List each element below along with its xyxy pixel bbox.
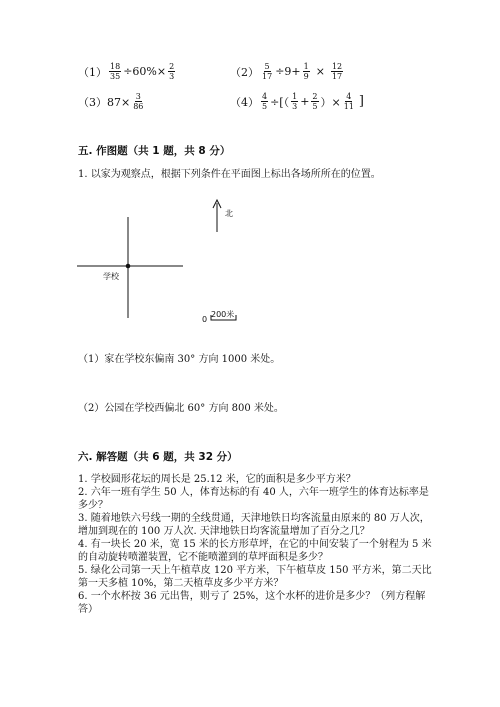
fraction: $\frac{2}{5}$: [312, 92, 318, 111]
fraction: $\frac{3}{86}$: [133, 92, 144, 111]
school-point: [126, 264, 131, 269]
condition-2: （2）公园在学校西偏北 60° 方向 800 米处。: [78, 403, 284, 414]
operator: ÷60%×: [123, 65, 167, 78]
problem-line: 4. 有一块长 20 米，宽 15 米的长方形草坪，在它的中间安装了一个射程为 5 米: [78, 539, 432, 550]
operator: ]: [358, 94, 364, 109]
problem-label: （4）: [230, 95, 259, 109]
fraction: $\frac{1}{3}$: [292, 92, 298, 111]
problem-line: 6. 一个水杯按 36 元出售，则亏了 25%，这个水杯的进价是多少？（列方程解: [78, 591, 426, 602]
north-label: 北: [225, 209, 233, 218]
scale-value: 200米: [211, 310, 235, 319]
fraction: $\frac{1}{9}$: [303, 62, 309, 81]
problem-intro: 1. 以家为观察点，根据下列条件在平面图上标出各场所所在的位置。: [78, 169, 381, 180]
problem-line: 的自动旋转喷灌装置，它不能喷灌到的草坪面积是多少？: [78, 552, 328, 563]
fraction: $\frac{4}{5}$: [262, 92, 268, 111]
fraction: $\frac{2}{3}$: [169, 62, 175, 81]
problem-line: 答）: [78, 604, 98, 615]
school-label: 学校: [103, 272, 119, 281]
operator: +: [300, 95, 310, 108]
operator: ÷[（: [270, 95, 290, 109]
section-title: 五. 作图题（共 1 题，共 8 分）: [78, 145, 231, 157]
scale-zero: 0: [202, 315, 208, 324]
fraction: $\frac{4}{11}$: [343, 92, 354, 111]
problem-label: （1）: [78, 65, 107, 79]
problem-line: 多少？: [78, 500, 108, 511]
operator: ）×: [320, 95, 341, 109]
condition-1: （1）家在学校东偏南 30° 方向 1000 米处。: [78, 354, 281, 365]
problem-line: 第一天多植 10%，第二天植草皮多少平方米？: [78, 578, 284, 589]
problem-label: （2）: [230, 65, 259, 79]
fraction: $\frac{5}{17}$: [262, 62, 273, 81]
problem-line: 3. 随着地铁六号线一期的全线贯通，天津地铁日均客流量由原来的 80 万人次，: [78, 513, 430, 524]
operator: ×: [315, 65, 325, 78]
problem-line: 增加到现在的 100 万人次. 天津地铁日均客流量增加了百分之几？: [78, 526, 370, 537]
problem-line: 5. 绿化公司第一天上午植草皮 120 平方米，下午植草皮 150 平方米，第二天比: [78, 565, 432, 576]
problem-list: [78, 473, 432, 616]
fraction: $\frac{12}{17}$: [331, 62, 343, 81]
section-title: 六. 解答题（共 6 题，共 32 分）: [78, 451, 238, 463]
problem-line: 2. 六年一班有学生 50 人，体育达标的有 40 人，六年一班学生的体育达标率是: [78, 487, 429, 498]
problem-label: （3）87×: [78, 95, 131, 109]
operator: ÷9+: [275, 65, 301, 78]
fraction: $\frac{18}{35}$: [110, 62, 121, 81]
problem-line: 1. 学校圆形花坛的周长是 25.12 米，它的面积是多少平方米？: [78, 474, 356, 485]
